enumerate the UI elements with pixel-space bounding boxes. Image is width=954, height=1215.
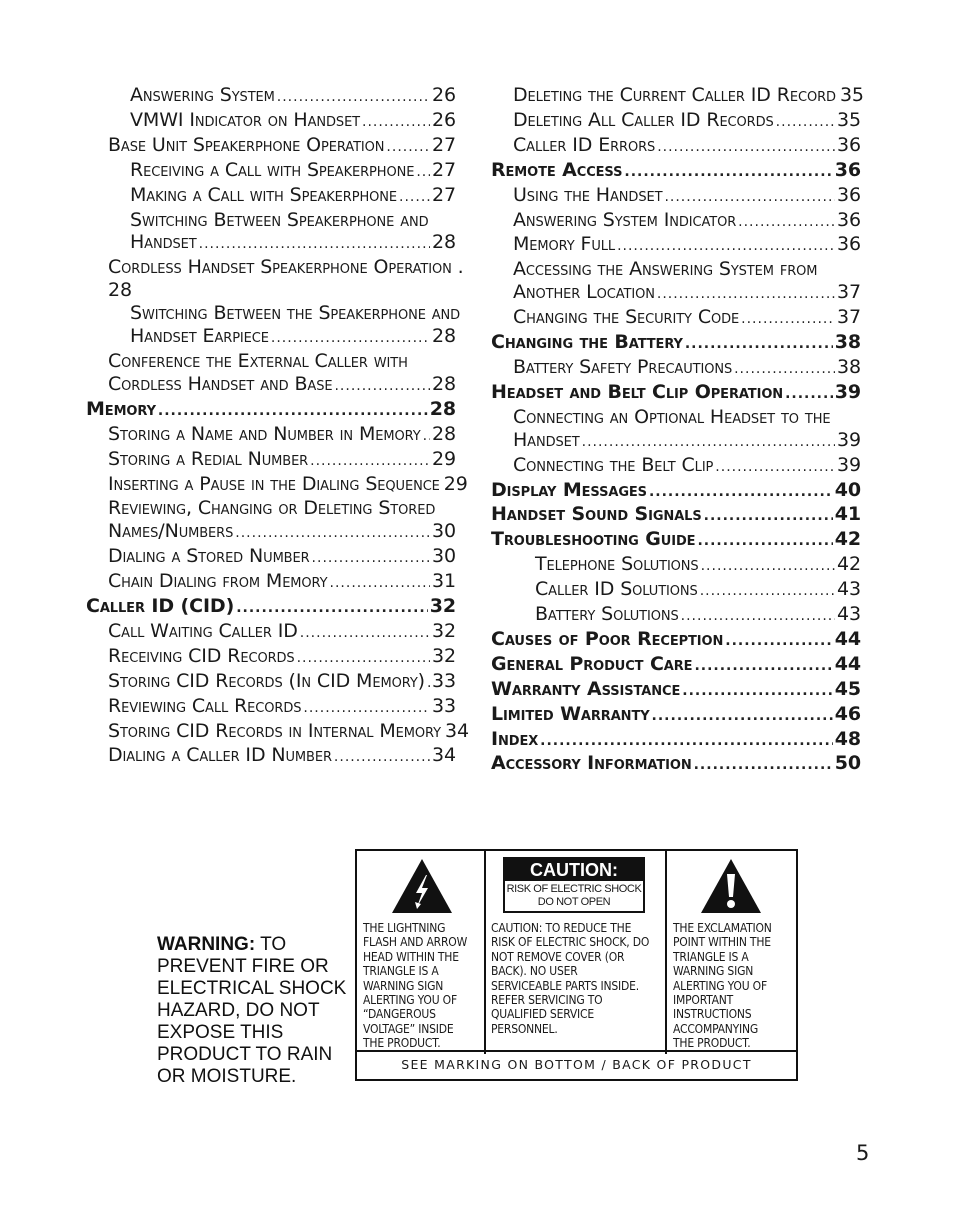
toc-entry [491,479,861,504]
caution-label-box [355,849,798,1081]
toc-leader-dots [681,605,835,628]
toc-entry [86,595,456,620]
toc-entry [86,84,456,109]
toc-entry-title: Remote Access [491,158,623,181]
toc-entry-title: Connecting an Optional Headset to the [513,405,831,428]
toc-entry-page: 35 [839,84,864,106]
toc-leader-dots [416,161,430,184]
toc-entry-title: Handset Earpiece [130,325,269,348]
toc-entry [86,373,456,398]
toc-entry-title: Battery Solutions [535,603,679,626]
toc-entry [491,728,861,753]
toc-entry-page: 32 [432,619,456,642]
toc-entry-page: 33 [432,669,456,692]
toc-entry-title: Battery Safety Precautions [513,355,733,378]
toc-entry-page: 27 [432,158,456,181]
toc-entry-title: Inserting a Pause in the Dialing Sequence [108,472,440,495]
toc-leader-dots [701,555,835,578]
caution-column-center [486,851,667,1054]
page-number: 5 [856,1141,870,1165]
toc-entry-title: Changing the Battery [491,331,683,354]
toc-entry [491,578,861,603]
toc-entry-page: 35 [837,108,861,131]
toc-entry-title: Answering System [130,84,275,106]
toc-entry-title: Storing CID Records in Internal Memory [108,719,441,742]
toc-entry-page: 41 [834,503,861,526]
toc-entry [491,134,861,159]
toc-entry-title: Memory [86,397,156,420]
toc-entry-title: Switching Between the Speakerphone and [130,302,461,325]
toc-entry-title: Connecting the Belt Clip [513,453,714,476]
toc-leader-dots [657,283,835,306]
caution-column-lightning [357,851,486,1054]
toc-entry [491,528,861,553]
toc-entry-title: Changing the Security Code [513,306,740,329]
toc-entry-title: Cordless Handset and Base [108,372,333,395]
toc-entry-page: 39 [837,453,861,476]
toc-entry [86,302,461,325]
toc-entry-page: 31 [432,570,456,593]
toc-entry [491,258,861,281]
toc-entry [86,184,456,209]
toc-entry-page: 32 [432,644,456,667]
toc-entry [86,448,456,473]
toc-entry-title: Switching Between Speakerphone and [130,208,429,231]
toc-entry-page: 32 [429,595,456,618]
toc-entry [86,134,456,159]
toc-leader-dots [652,705,833,728]
toc-entry-title: Telephone Solutions [535,553,699,576]
toc-leader-dots [277,86,430,109]
toc-entry-page: 33 [432,694,456,717]
lightning-triangle-icon [390,857,454,915]
toc-leader-dots [236,597,428,620]
toc-entry-title: Storing a Name and Number in Memory [108,422,421,445]
toc-entry-title: Names/Numbers [108,520,234,543]
exclamation-warning-text: THE EXCLAMATION POINT WITHIN THE TRIANGLE IS A WARNING SIGN ALERTING YOU OF IMPORTANT INSTRUCTIONS ACCOMPANYING THE PRODUCT. [673,921,772,1051]
toc-leader-dots [697,530,832,553]
toc-entry-page: 40 [834,478,861,501]
toc-entry-page: 26 [432,108,456,131]
toc-entry [86,695,456,720]
toc-entry-page: 36 [837,208,861,231]
toc-entry-title: Call Waiting Caller ID [108,619,298,642]
toc-entry-page: 30 [432,520,456,543]
toc-entry-title: Another Location [513,281,655,304]
toc-entry-title: Base Unit Speakerphone Operation [108,133,385,156]
toc-leader-dots [399,186,430,209]
toc-entry [86,256,464,302]
toc-entry-title: Accessing the Answering System from [513,258,818,281]
toc-entry-page: 46 [834,702,861,725]
toc-entry [86,325,456,350]
toc-entry-page: 45 [834,677,861,700]
toc-entry-title: Caller ID (CID) [86,595,235,618]
toc-entry [86,423,456,448]
toc-entry-title: Handset [513,428,580,451]
toc-leader-dots [649,481,833,504]
toc-entry [491,281,861,306]
caution-column-exclamation [667,851,796,1054]
toc-entry-page: 28 [429,397,456,420]
toc-leader-dots [297,647,430,670]
toc-entry [491,233,861,258]
toc-entry [86,719,469,745]
toc-entry-page: 39 [834,380,861,403]
toc-entry [86,620,456,645]
toc-entry [491,109,861,134]
toc-entry-page: 36 [837,133,861,156]
toc-entry-page: 37 [837,306,861,329]
toc-entry-page: 39 [837,428,861,451]
caution-footer: SEE MARKING ON BOTTOM / BACK OF PRODUCT [357,1050,796,1079]
toc-entry-page: 44 [834,627,861,650]
toc-entry-title: Caller ID Errors [513,133,656,156]
toc-entry [491,356,861,381]
toc-leader-dots [582,431,835,454]
toc-entry-page: 37 [837,281,861,304]
toc-entry [86,570,456,595]
toc-entry [86,472,468,498]
toc-entry-page: 42 [834,528,861,551]
warning-heading: WARNING: [157,934,256,955]
toc-entry-page: 36 [837,183,861,206]
toc-leader-dots [312,547,430,570]
toc-leader-dots [734,358,835,381]
toc-entry-page: 42 [837,553,861,576]
toc-leader-dots [617,235,835,258]
toc-leader-dots [427,672,430,695]
toc-entry-page: 44 [834,652,861,675]
toc-entry-page: 36 [837,233,861,256]
toc-entry [491,653,861,678]
toc-entry-page: 34 [444,719,469,742]
toc-entry-page: 28 [432,231,456,254]
toc-entry [491,503,861,528]
toc-entry-page: 43 [837,578,861,601]
toc-entry-title: Reviewing Call Records [108,694,302,717]
toc-leader-dots [423,425,430,448]
toc-entry-page: 29 [443,472,468,495]
caution-title: CAUTION: [505,859,643,881]
toc-entry [491,752,861,777]
toc-leader-dots [682,680,833,703]
toc-entry-page: 50 [834,752,861,775]
toc-entry-page: 26 [432,84,456,106]
toc-entry-title: Receiving CID Records [108,644,295,667]
toc-entry [491,406,861,429]
toc-entry-page: 28 [432,422,456,445]
toc-leader-dots [310,450,430,473]
toc-entry [86,398,456,423]
toc-leader-dots [738,211,835,234]
toc-entry-title: Troubleshooting Guide [491,528,696,551]
toc-entry-page: 36 [834,158,861,181]
toc-leader-dots [330,572,431,595]
caution-label [503,857,645,913]
toc-entry [86,545,456,570]
exclamation-triangle-icon [699,857,763,915]
toc-leader-dots [362,111,430,134]
toc-leader-dots [386,136,430,159]
toc-entry [86,350,456,373]
toc-entry-page: 48 [834,727,861,750]
toc-entry-title: Index [491,727,539,750]
toc-entry [86,497,456,520]
toc-entry [491,306,861,331]
toc-entry-title: Dialing a Caller ID Number [108,744,332,767]
toc-entry [491,331,861,356]
toc-entry [86,744,456,769]
toc-entry [86,231,456,256]
toc-entry-page: 38 [837,355,861,378]
toc-entry-page: 30 [432,545,456,568]
toc-entry-title: Chain Dialing from Memory [108,570,328,593]
toc-entry [491,84,864,109]
toc-entry-title: Answering System Indicator [513,208,737,231]
toc-leader-dots [694,655,832,678]
toc-entry-page: 27 [432,183,456,206]
toc-leader-dots [685,333,833,356]
toc-entry [491,429,861,454]
toc-leader-dots [776,111,835,134]
toc-leader-dots [199,233,430,256]
toc-entry [86,670,456,695]
toc-entry-page: 28 [432,325,456,348]
toc-leader-dots [271,327,430,350]
toc-entry [491,159,861,184]
toc-leader-dots [235,522,430,545]
toc-leader-dots [300,622,430,645]
toc-entry [86,159,456,184]
toc-entry-title: Deleting the Current Caller ID Record [513,84,836,106]
warning-text: TO PREVENT FIRE OR ELECTRICAL SHOCK HAZARD, DO NOT EXPOSE THIS PRODUCT TO RAIN OR MOISTURE. [157,934,347,1087]
toc-leader-dots [334,746,430,769]
toc-entry-title: Display Messages [491,478,647,501]
toc-entry-title: Handset [130,231,197,254]
toc-leader-dots [700,580,835,603]
toc-entry-title: Using the Handset [513,183,663,206]
toc-leader-dots [725,630,832,653]
toc-entry [86,520,456,545]
toc-entry-title: Dialing a Stored Number [108,545,310,568]
toc-entry [491,381,861,406]
toc-leader-dots [624,161,832,184]
toc-leader-dots [657,136,835,159]
toc-entry-title: Reviewing, Changing or Deleting Stored [108,497,436,520]
toc-entry-title: VMWI Indicator on Handset [130,108,361,131]
toc-entry-title: Headset and Belt Clip Operation [491,380,784,403]
toc-leader-dots [303,697,430,720]
warning-notice [157,934,347,1088]
toc-entry-title: Cordless Handset Speakerphone Operation . [108,256,464,279]
toc-entry-title: Making a Call with Speakerphone [130,183,398,206]
toc-entry [491,553,861,578]
caution-subtitle: RISK OF ELECTRIC SHOCK DO NOT OPEN [506,883,642,908]
toc-leader-dots [694,754,833,777]
toc-right-column [491,84,864,777]
toc-leader-dots [334,375,430,398]
toc-entry-page: 28 [432,372,456,395]
toc-entry-title: Storing a Redial Number [108,447,309,470]
toc-leader-dots [704,505,833,528]
toc-entry [491,703,861,728]
toc-leader-dots [715,456,835,479]
toc-entry [86,209,456,232]
toc-left-column [86,84,469,769]
toc-entry [491,454,861,479]
toc-entry-title: Causes of Poor Reception [491,627,724,650]
toc-entry-title: Receiving a Call with Speakerphone [130,158,415,181]
toc-entry [491,603,861,628]
toc-entry-page: 27 [432,133,456,156]
toc-entry-title: Warranty Assistance [491,677,681,700]
lightning-warning-text: THE LIGHTNING FLASH AND ARROW HEAD WITHIN THE TRIANGLE IS A WARNING SIGN ALERTING YOU OF “DANGEROUS VOLTAGE” INSIDE THE PRODUCT. [363,921,468,1051]
toc-entry-title: Accessory Information [491,752,692,775]
toc-entry-page: 34 [432,744,456,767]
toc-leader-dots [741,308,835,331]
toc-entry [491,678,861,703]
toc-entry [86,109,456,134]
toc-entry [491,209,861,234]
toc-entry [491,184,861,209]
toc-leader-dots [664,186,835,209]
toc-entry-page: 28 [108,279,132,302]
toc-leader-dots [158,400,428,423]
toc-entry-title: Memory Full [513,233,616,256]
caution-body-text: CAUTION: TO REDUCE THE RISK OF ELECTRIC SHOCK, DO NOT REMOVE COVER (OR BACK). NO USER SERVICEABLE PARTS INSIDE. REFER SERVICING TO QUALIFIED SERVICE PERSONNEL. [491,921,650,1036]
toc-leader-dots [540,730,833,753]
toc-entry-title: Limited Warranty [491,702,650,725]
toc-entry [491,628,861,653]
toc-entry-page: 29 [432,447,456,470]
toc-entry-title: Handset Sound Signals [491,503,702,526]
toc-entry-page: 38 [834,331,861,354]
toc-entry-title: Conference the External Caller with [108,349,408,372]
toc-entry-title: Storing CID Records (In CID Memory) [108,669,425,692]
toc-entry-title: Caller ID Solutions [535,578,698,601]
toc-entry [86,645,456,670]
toc-entry-title: Deleting All Caller ID Records [513,108,774,131]
toc-leader-dots [785,383,833,406]
toc-entry-page: 43 [837,603,861,626]
toc-entry-title: General Product Care [491,652,693,675]
